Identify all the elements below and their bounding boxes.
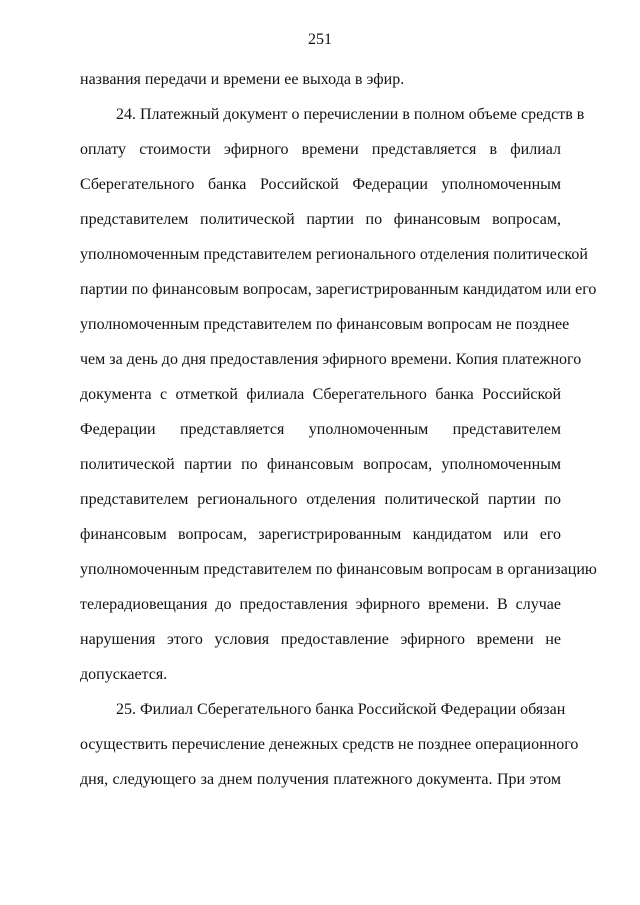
paragraph-25-first-line: 25. Филиал Сберегательного банка Российской Федерации обязан [116,701,566,718]
paragraph-24-first-line: 24. Платежный документ о перечислении в полном объеме средств в [116,106,585,123]
text-line: дня, следующего за днем получения платежного документа. При этом [80,771,561,788]
text-line: уполномоченным представителем по финансовым вопросам не позднее [80,316,570,333]
text-line: Сберегательного банка Российской Федерации уполномоченным [80,176,561,193]
text-line: телерадиовещания до предоставления эфирного времени. В случае [80,596,561,613]
text-line: осуществить перечисление денежных средств не позднее операционного [80,736,579,753]
text-line: представителем политической партии по финансовым вопросам, [80,211,561,228]
text-line: представителем регионального отделения политической партии по [80,491,561,508]
text-line: Федерации представляется уполномоченным представителем [80,421,561,438]
text-line: документа с отметкой филиала Сберегательного банка Российской [80,386,561,403]
text-line: допускается. [80,666,168,683]
text-line: уполномоченным представителем по финансовым вопросам в организацию [80,561,597,578]
text-line: политической партии по финансовым вопросам, уполномоченным [80,456,561,473]
text-line: финансовым вопросам, зарегистрированным кандидатом или его [80,526,561,543]
text-line: нарушения этого условия предоставление эфирного времени не [80,631,561,648]
text-line: названия передачи и времени ее выхода в эфир. [80,71,405,88]
text-line: оплату стоимости эфирного времени представляется в филиал [80,141,561,158]
text-line: чем за день до дня предоставления эфирного времени. Копия платежного [80,351,582,368]
text-line: уполномоченным представителем регионального отделения политической [80,246,588,263]
text-line: партии по финансовым вопросам, зарегистрированным кандидатом или его [80,281,597,298]
page-number: 251 [308,31,332,48]
